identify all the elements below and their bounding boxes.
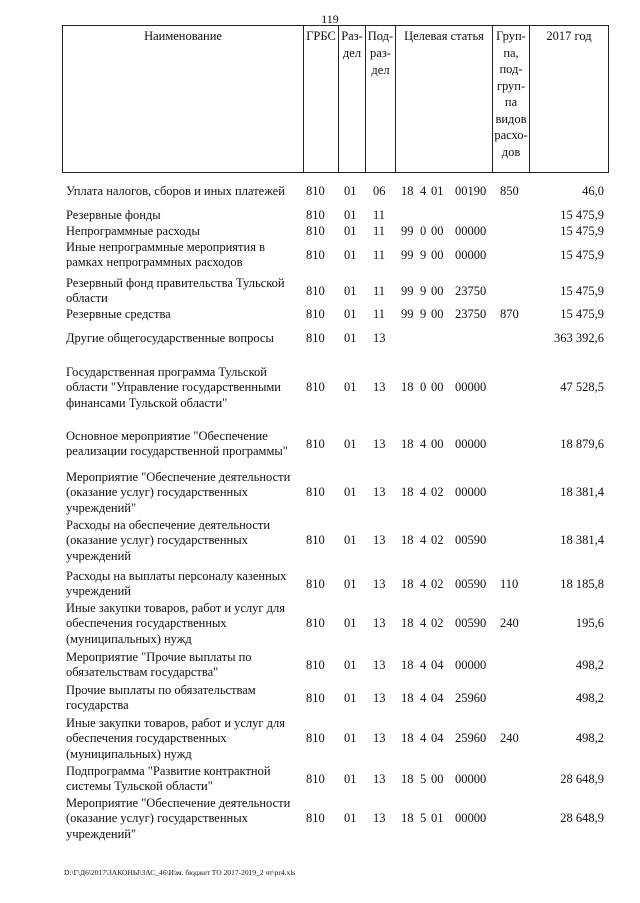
row-pr: 13	[373, 771, 386, 786]
row-cs2: 4	[420, 485, 427, 500]
row-name: Мероприятие "Обеспечение деятельности (оказание услуг) государственных учреждений"	[66, 796, 291, 841]
row-rz: 01	[344, 436, 357, 451]
row-grbs: 810	[306, 690, 325, 705]
table-row	[0, 569, 640, 600]
row-val: 28 648,9	[560, 771, 604, 786]
row-cs2: 4	[420, 690, 427, 705]
row-cs3: 01	[431, 184, 444, 198]
row-cs4: 23750	[455, 283, 487, 298]
row-name: Резервный фонд правительства Тульской области	[66, 276, 285, 306]
row-cs3: 01	[431, 811, 444, 826]
table-row	[0, 716, 640, 762]
row-pr: 11	[373, 283, 386, 298]
row-grbs: 810	[306, 485, 325, 500]
row-cs1: 18	[401, 485, 414, 500]
row-grbs: 810	[306, 224, 325, 238]
row-cs4: 00590	[455, 616, 487, 631]
row-cs1: 18	[401, 184, 414, 198]
row-grbs: 810	[306, 811, 325, 826]
row-val: 15 475,9	[560, 307, 604, 321]
row-cs4: 00000	[455, 657, 487, 672]
row-val: 15 475,9	[560, 224, 604, 238]
row-cs3: 04	[431, 657, 444, 672]
header-podrazdel	[365, 25, 395, 173]
row-cs2: 4	[420, 576, 427, 591]
row-cs4: 00000	[455, 811, 487, 826]
row-cs3: 02	[431, 576, 444, 591]
row-pr: 13	[373, 616, 386, 631]
row-name: Резервные фонды	[66, 208, 161, 222]
row-rz: 01	[344, 576, 357, 591]
row-pr: 13	[373, 436, 386, 451]
row-rz: 01	[344, 533, 357, 548]
row-cs1: 18	[401, 436, 414, 451]
row-pr: 13	[373, 731, 386, 746]
header-expense-group-label: Груп- па, под- груп- па видов расхо- дов	[494, 29, 528, 159]
table-row	[0, 307, 640, 322]
row-vr: 870	[500, 307, 519, 321]
row-cs2: 4	[420, 657, 427, 672]
table-row	[0, 470, 640, 516]
row-cs4: 00000	[455, 224, 487, 238]
row-pr: 11	[373, 247, 386, 262]
row-cs1: 18	[401, 811, 414, 826]
row-cs1: 18	[401, 731, 414, 746]
row-cs2: 4	[420, 533, 427, 548]
row-grbs: 810	[306, 380, 325, 395]
row-grbs: 810	[306, 616, 325, 631]
row-grbs: 810	[306, 307, 325, 321]
header-name	[62, 25, 303, 173]
row-rz: 01	[344, 283, 357, 298]
row-val: 18 879,6	[560, 436, 604, 451]
row-cs1: 18	[401, 576, 414, 591]
row-cs3: 02	[431, 533, 444, 548]
row-cs4: 00590	[455, 533, 487, 548]
row-val: 18 185,8	[560, 576, 604, 591]
row-rz: 01	[344, 690, 357, 705]
header-podrazdel-label: Под- раз- дел	[367, 29, 394, 77]
row-grbs: 810	[306, 283, 325, 298]
row-pr: 13	[373, 331, 386, 345]
row-cs3: 04	[431, 731, 444, 746]
row-name: Иные непрограммные мероприятия в рамках непрограммных расходов	[66, 240, 265, 270]
row-cs1: 99	[401, 247, 414, 262]
row-grbs: 810	[306, 657, 325, 672]
row-cs1: 18	[401, 616, 414, 631]
header-expense-group	[492, 25, 529, 173]
table-row	[0, 224, 640, 239]
row-rz: 01	[344, 184, 357, 198]
row-rz: 01	[344, 657, 357, 672]
row-val: 18 381,4	[560, 533, 604, 548]
row-val: 498,2	[575, 690, 604, 705]
row-val: 18 381,4	[560, 485, 604, 500]
row-rz: 01	[344, 811, 357, 826]
header-grbs-label: ГРБС	[306, 29, 336, 43]
row-cs1: 18	[401, 533, 414, 548]
header-razdel	[338, 25, 365, 173]
row-val: 15 475,9	[560, 247, 604, 262]
row-name: Мероприятие "Обеспечение деятельности (оказание услуг) государственных учреждений"	[66, 470, 291, 515]
table-row	[0, 331, 640, 346]
header-year-label: 2017 год	[546, 29, 592, 43]
row-name: Непрограммные расходы	[66, 224, 200, 238]
row-pr: 13	[373, 811, 386, 826]
row-val: 46,0	[582, 184, 604, 198]
table-row	[0, 518, 640, 564]
row-cs4: 00190	[455, 184, 487, 198]
row-cs3: 02	[431, 616, 444, 631]
row-cs4: 23750	[455, 307, 487, 321]
row-cs2: 5	[420, 771, 427, 786]
row-name: Другие общегосударственные вопросы	[66, 331, 274, 345]
header-name-label: Наименование	[144, 29, 222, 43]
row-name: Основное мероприятие "Обеспечение реализации государственной программы"	[66, 429, 288, 459]
row-cs4: 00000	[455, 436, 487, 451]
row-pr: 13	[373, 657, 386, 672]
header-target-article-label: Целевая статья	[404, 29, 484, 43]
row-pr: 11	[373, 307, 386, 321]
table-row	[0, 429, 640, 460]
row-cs1: 18	[401, 657, 414, 672]
row-cs3: 00	[431, 436, 444, 451]
page-number: 119	[321, 12, 339, 26]
row-cs2: 4	[420, 184, 427, 198]
row-val: 28 648,9	[560, 811, 604, 826]
row-val: 15 475,9	[560, 208, 604, 222]
row-cs2: 0	[420, 224, 427, 238]
row-rz: 01	[344, 485, 357, 500]
row-cs4: 00000	[455, 771, 487, 786]
row-val: 47 528,5	[560, 380, 604, 395]
row-cs2: 0	[420, 380, 427, 395]
row-name: Государственная программа Тульской области "Управление государственными финансами Тульской области"	[66, 365, 281, 410]
row-cs2: 5	[420, 811, 427, 826]
row-cs3: 00	[431, 380, 444, 395]
row-pr: 13	[373, 533, 386, 548]
row-name: Уплата налогов, сборов и иных платежей	[66, 184, 285, 198]
row-cs3: 00	[431, 247, 444, 262]
row-rz: 01	[344, 224, 357, 238]
table-row	[0, 365, 640, 411]
row-cs1: 99	[401, 307, 414, 321]
table-row	[0, 601, 640, 647]
row-cs1: 18	[401, 690, 414, 705]
table-row	[0, 683, 640, 714]
header-year	[529, 25, 609, 173]
row-cs4: 00590	[455, 576, 487, 591]
row-cs3: 00	[431, 224, 444, 238]
row-grbs: 810	[306, 731, 325, 746]
row-cs4: 25960	[455, 731, 487, 746]
row-name: Иные закупки товаров, работ и услуг для обеспечения государственных (муниципальных) нужд	[66, 716, 286, 761]
file-path-footer: D:\Г\Д6\2017\ЗАКОНЫ\ЗАС_46\Изм. бюджет ТО 2017-2019_2 чт\pr4.xls	[64, 868, 296, 877]
row-pr: 11	[373, 208, 386, 222]
row-cs3: 04	[431, 690, 444, 705]
row-vr: 850	[500, 184, 519, 198]
row-grbs: 810	[306, 771, 325, 786]
row-val: 498,2	[575, 657, 604, 672]
row-cs2: 9	[420, 283, 427, 298]
row-rz: 01	[344, 731, 357, 746]
row-val: 363 392,6	[554, 331, 604, 345]
table-row	[0, 276, 640, 307]
header-target-article	[395, 25, 492, 173]
row-cs3: 00	[431, 283, 444, 298]
row-grbs: 810	[306, 247, 325, 262]
row-name: Иные закупки товаров, работ и услуг для обеспечения государственных (муниципальных) нужд	[66, 601, 286, 646]
row-cs1: 18	[401, 771, 414, 786]
row-cs1: 99	[401, 224, 414, 238]
header-grbs	[303, 25, 338, 173]
row-cs3: 02	[431, 485, 444, 500]
row-cs4: 25960	[455, 690, 487, 705]
row-grbs: 810	[306, 331, 325, 345]
row-name: Прочие выплаты по обязательствам государства	[66, 683, 256, 713]
table-row	[0, 796, 640, 842]
row-grbs: 810	[306, 208, 325, 222]
header-razdel-label: Раз- дел	[341, 29, 363, 60]
row-name: Резервные средства	[66, 307, 171, 321]
row-vr: 110	[500, 576, 519, 591]
row-cs2: 4	[420, 731, 427, 746]
row-cs2: 4	[420, 616, 427, 631]
row-vr: 240	[500, 616, 519, 631]
table-row	[0, 764, 640, 795]
row-name: Мероприятие "Прочие выплаты по обязательствам государства"	[66, 650, 252, 680]
row-grbs: 810	[306, 436, 325, 451]
row-pr: 11	[373, 224, 386, 238]
table-row	[0, 184, 640, 199]
row-cs4: 00000	[455, 247, 487, 262]
row-rz: 01	[344, 331, 357, 345]
row-val: 15 475,9	[560, 283, 604, 298]
row-pr: 13	[373, 485, 386, 500]
row-vr: 240	[500, 731, 519, 746]
row-cs3: 00	[431, 771, 444, 786]
row-val: 498,2	[575, 731, 604, 746]
row-rz: 01	[344, 307, 357, 321]
row-cs2: 9	[420, 247, 427, 262]
row-cs4: 00000	[455, 485, 487, 500]
row-pr: 13	[373, 576, 386, 591]
row-cs3: 00	[431, 307, 444, 321]
row-name: Подпрограмма "Развитие контрактной системы Тульской области"	[66, 764, 271, 794]
row-name: Расходы на выплаты персоналу казенных учреждений	[66, 569, 287, 599]
row-cs4: 00000	[455, 380, 487, 395]
row-cs2: 4	[420, 436, 427, 451]
row-rz: 01	[344, 771, 357, 786]
table-row	[0, 650, 640, 681]
row-cs2: 9	[420, 307, 427, 321]
row-pr: 13	[373, 690, 386, 705]
table-row	[0, 208, 640, 223]
row-rz: 01	[344, 208, 357, 222]
row-grbs: 810	[306, 184, 325, 198]
table-row	[0, 240, 640, 271]
row-cs1: 18	[401, 380, 414, 395]
row-grbs: 810	[306, 576, 325, 591]
row-pr: 06	[373, 184, 386, 198]
row-rz: 01	[344, 616, 357, 631]
row-grbs: 810	[306, 533, 325, 548]
row-val: 195,6	[575, 616, 604, 631]
row-cs1: 99	[401, 283, 414, 298]
row-rz: 01	[344, 380, 357, 395]
row-name: Расходы на обеспечение деятельности (оказание услуг) государственных учреждений	[66, 518, 271, 563]
row-rz: 01	[344, 247, 357, 262]
row-pr: 13	[373, 380, 386, 395]
